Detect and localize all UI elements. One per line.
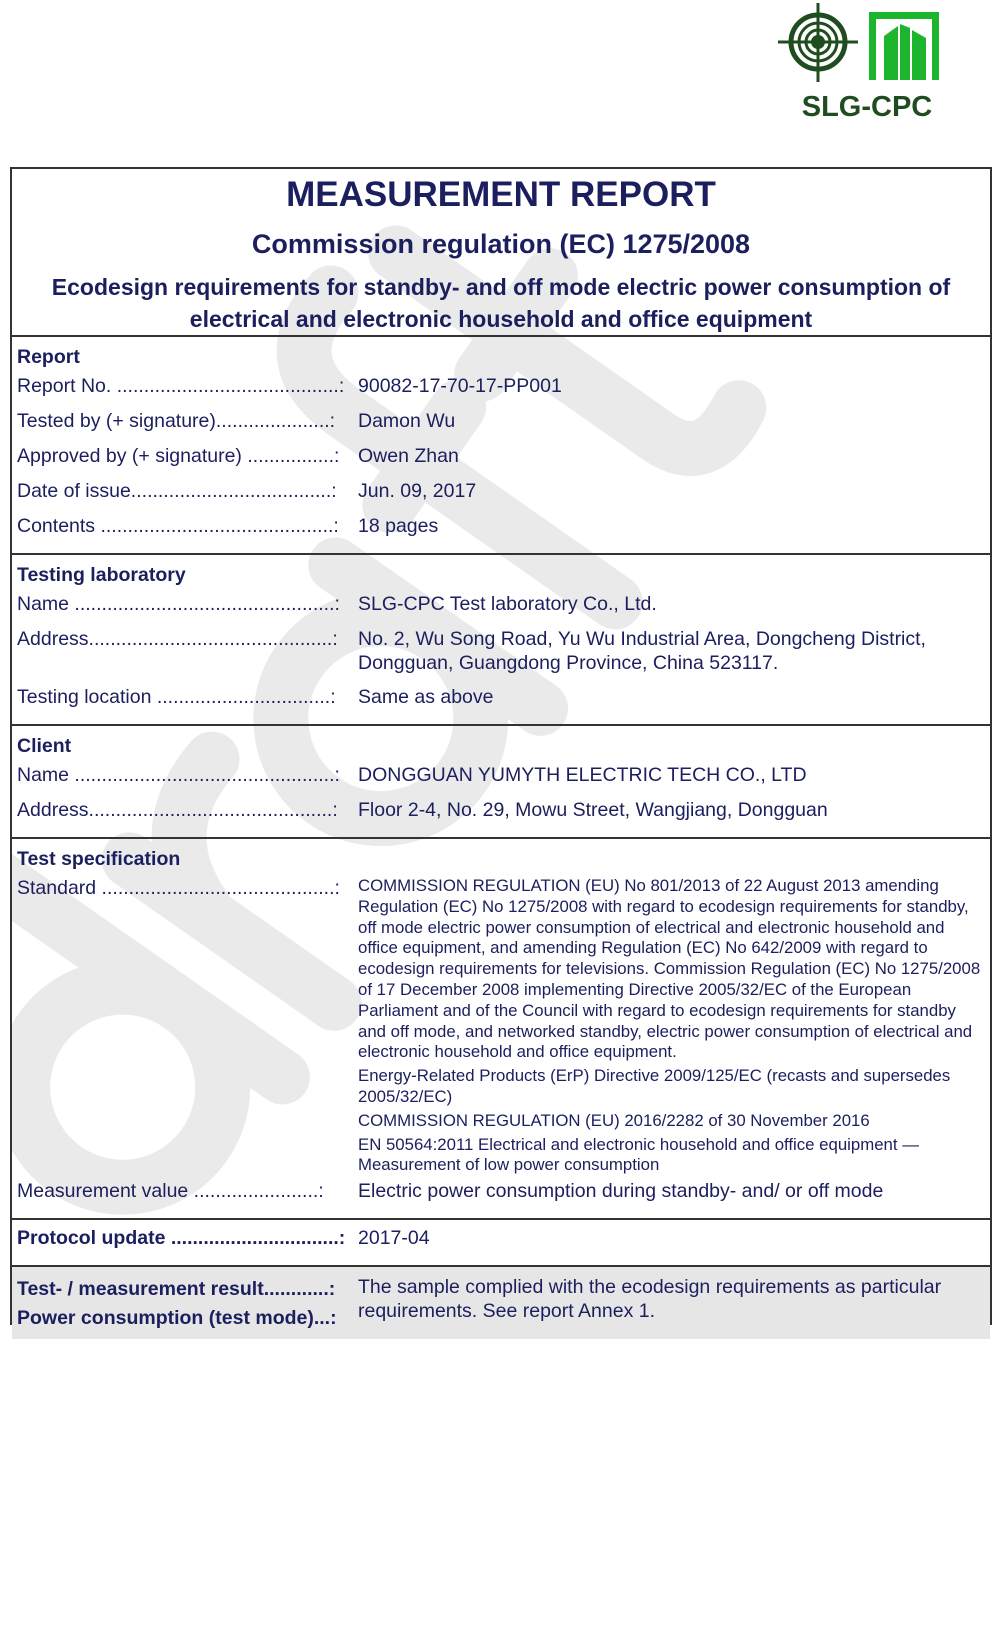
measurement-report <box>10 167 992 1330</box>
section-heading: Client <box>17 735 72 757</box>
contents: 18 pages <box>358 515 439 537</box>
report-row <box>17 479 990 514</box>
report-row <box>17 374 990 409</box>
field-row <box>17 685 990 720</box>
section-result <box>12 1267 990 1339</box>
client-name: DONGGUAN YUMYTH ELECTRIC TECH CO., LTD <box>358 764 807 786</box>
field-label: Testing location ................................: <box>17 686 336 708</box>
report-row <box>17 444 990 479</box>
approved-by: Owen Zhan <box>358 445 459 467</box>
standard-item: EN 50564:2011 Electrical and electronic household and office equipment — Measurement of low power consumption <box>358 1134 919 1175</box>
field-label: Power consumption (test mode)...: <box>17 1307 337 1330</box>
report-row <box>17 514 990 549</box>
field-label: Name ................................................: <box>17 593 340 615</box>
standard-item: COMMISSION REGULATION (EU) 2016/2282 of 30 November 2016 <box>358 1110 870 1130</box>
section-heading: Testing laboratory <box>17 564 186 586</box>
field-row <box>17 876 990 1179</box>
field-row <box>17 1275 990 1333</box>
field-row <box>17 1226 990 1261</box>
field-row <box>17 592 990 627</box>
field-label: Measurement value .......................: <box>17 1180 324 1203</box>
report-number: 90082-17-70-17-PP001 <box>358 375 562 397</box>
section-heading: Test specification <box>17 848 181 870</box>
field-row <box>17 627 990 685</box>
section-heading: Report <box>17 346 80 368</box>
field-label: Test- / measurement result............: <box>17 1278 336 1301</box>
section-report <box>12 337 990 555</box>
testing-location: Same as above <box>358 686 494 708</box>
result-labels <box>17 1275 358 1333</box>
report-description-1: Ecodesign requirements for standby- and off mode electric power consumption of <box>51 274 951 300</box>
report-row <box>17 409 990 444</box>
field-label: Address.............................................: <box>17 628 338 650</box>
test-result: The sample complied with the ecodesign requirements as particular requirements. See report Annex 1. <box>358 1276 942 1323</box>
field-label: Tested by (+ signature).....................: <box>17 410 336 432</box>
field-label: Standard ...........................................: <box>17 877 340 899</box>
field-row <box>17 1179 990 1214</box>
date-of-issue: Jun. 09, 2017 <box>358 480 477 502</box>
client-address: Floor 2-4, No. 29, Mowu Street, Wangjiang, Dongguan <box>358 799 828 821</box>
report-subtitle: Commission regulation (EC) 1275/2008 <box>251 229 751 259</box>
measurement-value: Electric power consumption during standby- and/ or off mode <box>358 1180 884 1203</box>
svg-text:SLG-CPC: SLG-CPC <box>801 91 933 123</box>
protocol-update: 2017-04 <box>358 1227 430 1250</box>
standard-item: Energy-Related Products (ErP) Directive 2009/125/EC (recasts and supersedes 2005/32/EC) <box>358 1066 951 1106</box>
section-test-specification <box>12 839 990 1220</box>
field-label: Name ................................................: <box>17 764 340 786</box>
standard-item: COMMISSION REGULATION (EU) No 801/2013 of 22 August 2013 amending Regulation (EC) No 1275/2008 with regard to ecodesign requirements for standby, off mode electric power consumption of electrical and electronic household and office equipment, and amending Regulation (EC) No 642/2009 with regard to ecodesign requirements for televisions. Commission Regulation (EC) No 1275/2008 of 17 December 2008 implementing Directive 2005/32/EC of the European Parliament and of the Council with regard to ecodesign requirements for standby and off mode, and networked standby, electric power consumption of electrical and electronic household and office equipment. <box>358 876 981 1062</box>
tested-by: Damon Wu <box>358 410 456 432</box>
field-label: Date of issue.....................................: <box>17 480 337 502</box>
standards-list <box>358 876 990 1179</box>
lab-address: No. 2, Wu Song Road, Yu Wu Industrial Area, Dongcheng District, Dongguan, Guangdong Province, China 523117. <box>358 628 926 674</box>
field-label: Approved by (+ signature) ................: <box>17 445 340 467</box>
report-title: MEASUREMENT REPORT <box>286 175 716 214</box>
section-testing-laboratory <box>12 555 990 726</box>
slg-cpc-logo <box>770 0 1000 125</box>
field-row <box>17 798 990 833</box>
lab-name: SLG-CPC Test laboratory Co., Ltd. <box>358 593 657 615</box>
field-row <box>17 763 990 798</box>
field-label: Protocol update ...............................: <box>17 1227 346 1250</box>
section-client <box>12 726 990 839</box>
report-header <box>12 169 990 337</box>
report-description-2: electrical and electronic household and office equipment <box>189 306 813 332</box>
section-protocol <box>12 1220 990 1267</box>
field-label: Report No. .........................................: <box>17 375 345 397</box>
field-label: Address.............................................: <box>17 799 338 821</box>
field-label: Contents ...........................................: <box>17 515 339 537</box>
